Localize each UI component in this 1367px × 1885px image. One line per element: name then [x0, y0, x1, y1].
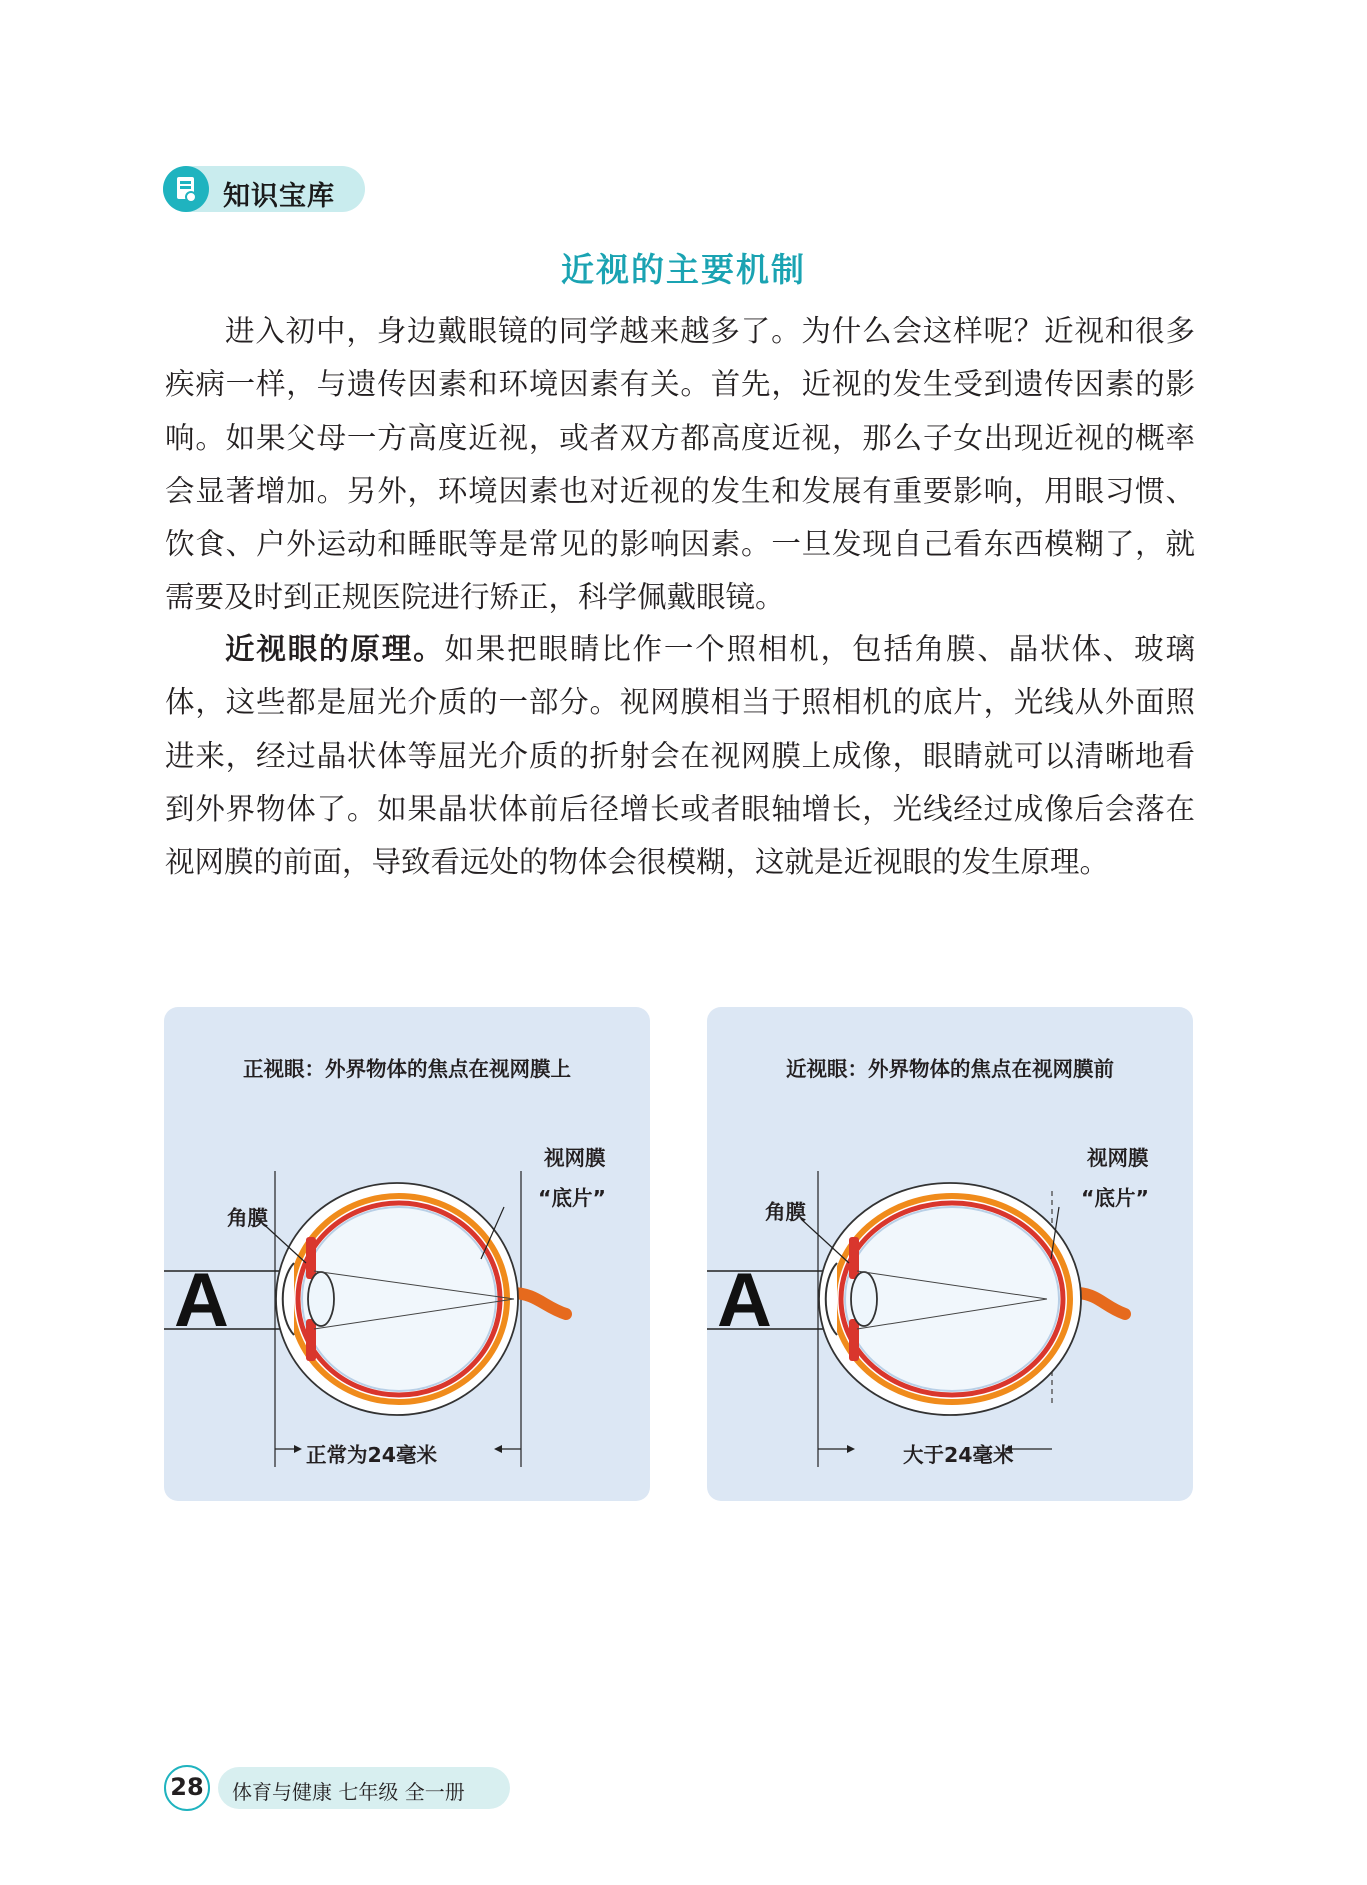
- object-letter: A: [717, 1258, 772, 1343]
- book-title: 体育与健康 七年级 全一册: [232, 1780, 465, 1804]
- diagram-caption: 近视眼：外界物体的焦点在视网膜前: [786, 1057, 1114, 1081]
- paragraph-myopia-principle: [165, 623, 1195, 889]
- eye-length-label: 大于24毫米: [903, 1443, 1014, 1467]
- section-tag: [163, 166, 365, 212]
- film-label: “底片”: [538, 1186, 606, 1210]
- retina-label: 视网膜: [1087, 1146, 1149, 1170]
- book-title-bar: [218, 1767, 510, 1809]
- cornea-label: 角膜: [765, 1200, 806, 1224]
- article-title: 近视的主要机制: [561, 250, 806, 289]
- eye-illustration: [164, 1007, 650, 1501]
- page-number: 28: [164, 1765, 210, 1811]
- normal-eye-diagram: [164, 1007, 650, 1501]
- paragraph-lead: 近视眼的原理。: [225, 632, 445, 666]
- eye-length-label: 正常为24毫米: [306, 1443, 438, 1467]
- myopic-eye-diagram: [707, 1007, 1193, 1501]
- film-label: “底片”: [1081, 1186, 1149, 1210]
- retina-label: 视网膜: [544, 1146, 606, 1170]
- paragraph-genetics-environment: 进入初中，身边戴眼镜的同学越来越多了。为什么会这样呢？近视和很多疾病一样，与遗传因素和环境因素有关。首先，近视的发生受到遗传因素的影响。如果父母一方高度近视，或者双方都高度近视，那么子女出现近视的概率会显著增加。另外，环境因素也对近视的发生和发展有重要影响，用眼习惯、饮食、户外运动和睡眠等是常见的影响因素。一旦发现自己看东西模糊了，就需要及时到正规医院进行矫正，科学佩戴眼镜。: [165, 314, 1195, 615]
- book-icon: [163, 166, 209, 212]
- paragraph-body: 如果把眼睛比作一个照相机，包括角膜、晶状体、玻璃体，这些都是屈光介质的一部分。视网膜相当于照相机的底片，光线从外面照进来，经过晶状体等屈光介质的折射会在视网膜上成像，眼睛就可以清晰地看到外界物体了。如果晶状体前后径增长或者眼轴增长，光线经过成像后会落在视网膜的前面，导致看远处的物体会很模糊，这就是近视眼的发生原理。: [165, 632, 1195, 880]
- eye-illustration: [707, 1007, 1193, 1501]
- section-tag-label: 知识宝库: [223, 181, 335, 212]
- cornea-label: 角膜: [227, 1206, 268, 1230]
- diagram-caption: 正视眼：外界物体的焦点在视网膜上: [243, 1057, 571, 1081]
- object-letter: A: [174, 1258, 229, 1343]
